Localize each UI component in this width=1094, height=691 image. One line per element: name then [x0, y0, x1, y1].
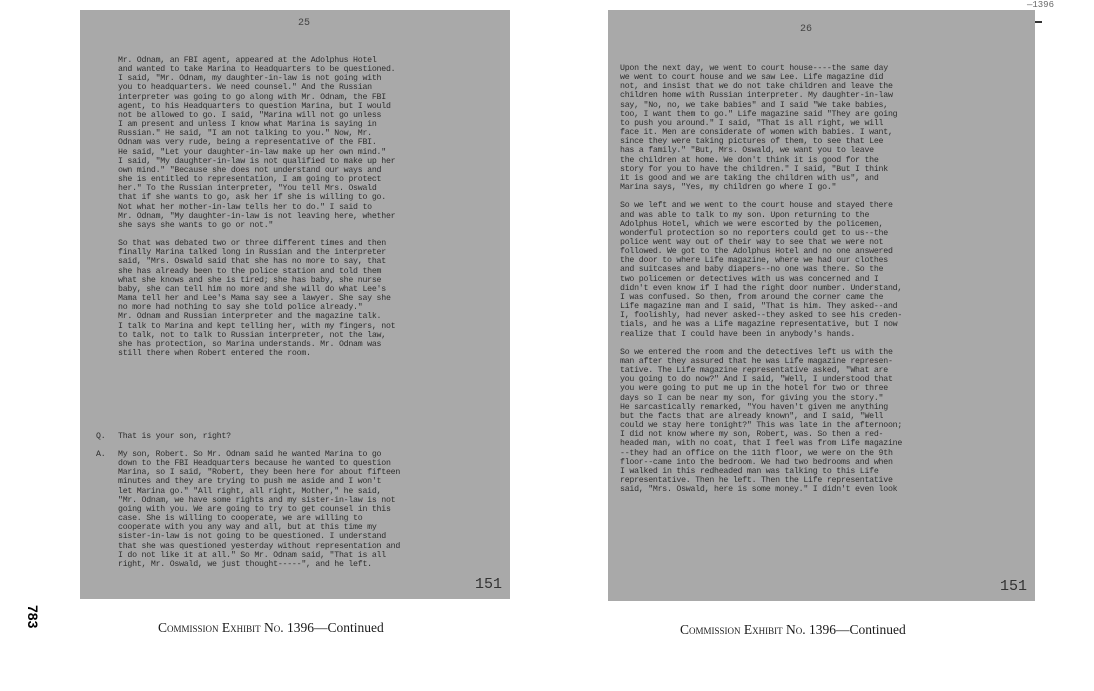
right-document-page	[608, 10, 1035, 601]
left-body-text: Mr. Odnam, an FBI agent, appeared at the Adolphus Hotel and wanted to take Marina to Headquarters to be questioned. I said, "Mr. Odnam, my daughter-in-law is not going with you to headquarters. We need counsel." And the Russian interpreter was going to go along with Mr. Odnam, the FBI agent, to his Headquarters to question Marina, but I would not be allowed to go. I said, "Marina will not go unless I am present and unless I know what Marina is saying in Russian." He said, "I am not talking to you." Now, Mr. Odnam was very rude, being a representative of the FBI. He said, "Let your daughter-in-law make up her own mind." I said, "My daughter-in-law is not qualified to make up her own mind." "Because she does not understand our ways and she is entitled to representation, I am going to protect her." To the Russian interpreter, "You tell Mrs. Oswald that if she wants to go, ask her if she is willing to go. Not what her mother-in-law tells her to do." I said to Mr. Odnam, "My daughter-in-law is not leaving here, whether she says she wants to go or not." So that was debated two or three different times and then finally Marina talked long in Russian and the interpreter said, "Mrs. Oswald said that she has no more to say, that she has already been to the police station and told them what she knows and she is tired; she has baby, she nurse baby, she can tell him no more and she will do what Lee's Mama tell her and Lee's Mama say see a lawyer. She say she no more had nothing to say she told police already." Mr. Odnam and Russian interpreter and the magazine talk. I talk to Marina and kept telling her, with my fingers, not to talk, not to talk to Russian interpreter, not the law, she has protection, so Marina understands. Mr. Odnam was still there when Robert entered the room.	[118, 56, 396, 358]
answer-text: My son, Robert. So Mr. Odnam said he wanted Marina to go down to the FBI Headquarters because he wanted to question Marina, so I said, "Robert, they been here for about fifteen minutes and they are trying to push me aside and I won't let Marina go." "All right, all right, Mother," he said, "Mr. Odnam, we have some rights and my sister-in-law is not going with you. We are going to try to get counsel in this case. She is willing to cooperate, we are willing to cooperate with you any way and all, but at this time my sister-in-law is not going to be questioned. I understand that she was questioned yesterday without representation and I do not like it at all." So Mr. Odnam said, "That is all right, Mr. Oswald, we just thought-----", and he left.	[118, 450, 401, 569]
side-page-number: 783	[25, 605, 41, 629]
left-caption-title: Commission Exhibit No. 1396	[158, 620, 315, 635]
left-document-page	[80, 10, 510, 599]
right-page-number: 26	[800, 24, 813, 35]
header-exhibit-mark: —1396	[1026, 0, 1054, 10]
left-exhibit-caption	[158, 620, 384, 636]
right-caption-title: Commission Exhibit No. 1396	[680, 622, 837, 637]
left-page-number: 25	[298, 18, 311, 29]
left-corner-number: 151	[474, 576, 502, 593]
question-label: Q.	[96, 432, 106, 441]
left-caption-suffix: —Continued	[314, 620, 384, 635]
right-caption-suffix: —Continued	[836, 622, 906, 637]
question-text: That is your son, right?	[118, 432, 231, 441]
right-exhibit-caption	[680, 622, 906, 638]
right-body-text: Upon the next day, we went to court house----the same day we went to court house and we saw Lee. Life magazine did not, and insist that we do not take children and leave the children home with Russian interpreter. My daughter-in-law say, "No, no, we take babies" and I said "We take babies, too, I want them to go." Life magazine said "They are going to push you around." I said, "That is all right, we will face it. Men are considerate of women with babies. I want, since they were taking pictures of them, to see that Lee has a family." "But, Mrs. Oswald, we want you to leave the children at home. We don't think it is good for the story for you to have the children." I said, "But I think it is good and we are taking the children with us", and Marina says, "Yes, my children go where I go." So we left and we went to the court house and stayed there and was able to talk to my son. Upon returning to the Adolphus Hotel, which we were escorted by the policemen, wonderful protection so no reporters could get to us--the police went way out of their way to see that we were not followed. We got to the Adolphus Hotel and no one answered the door to where Life magazine, where we had our clothes and suitcases and baby diapers--no one was there. So the two policemen or detectives with us was concerned and I didn't even know if I had the right door number. Understand, I was confused. So then, from around the corner came the Life magazine man and I said, "That is him. They asked--and I, foolishly, had never asked--they asked to see his creden- tials, and he was a Life magazine representative, but I now realize that I could have been in anybody's hands. So we entered the room and the detectives left us with the man after they assured that he was Life magazine represen- tative. The Life magazine representative asked, "What are you going to do now?" And I said, "Well, I understood that you were going to put me up in the hotel for two or three days so I can be near my son, for giving you the story." He sarcastically remarked, "You haven't given me anything but the facts that are already known", and I said, "Well could we stay here tonight?" This was late in the afternoon; I did not know where my son, Robert, was. So then a red- headed man, with no coat, that I feel was from Life magazine --they had an office on the 11th floor, we were on the 9th floor--came into the bedroom. We had two bedrooms and when I walked in this redheaded man was talking to this Life representative. Then he left. Then the Life representative said, "Mrs. Oswald, here is some money." I didn't even look	[620, 64, 903, 495]
right-corner-number: 151	[999, 578, 1027, 595]
answer-label: A.	[96, 450, 106, 459]
